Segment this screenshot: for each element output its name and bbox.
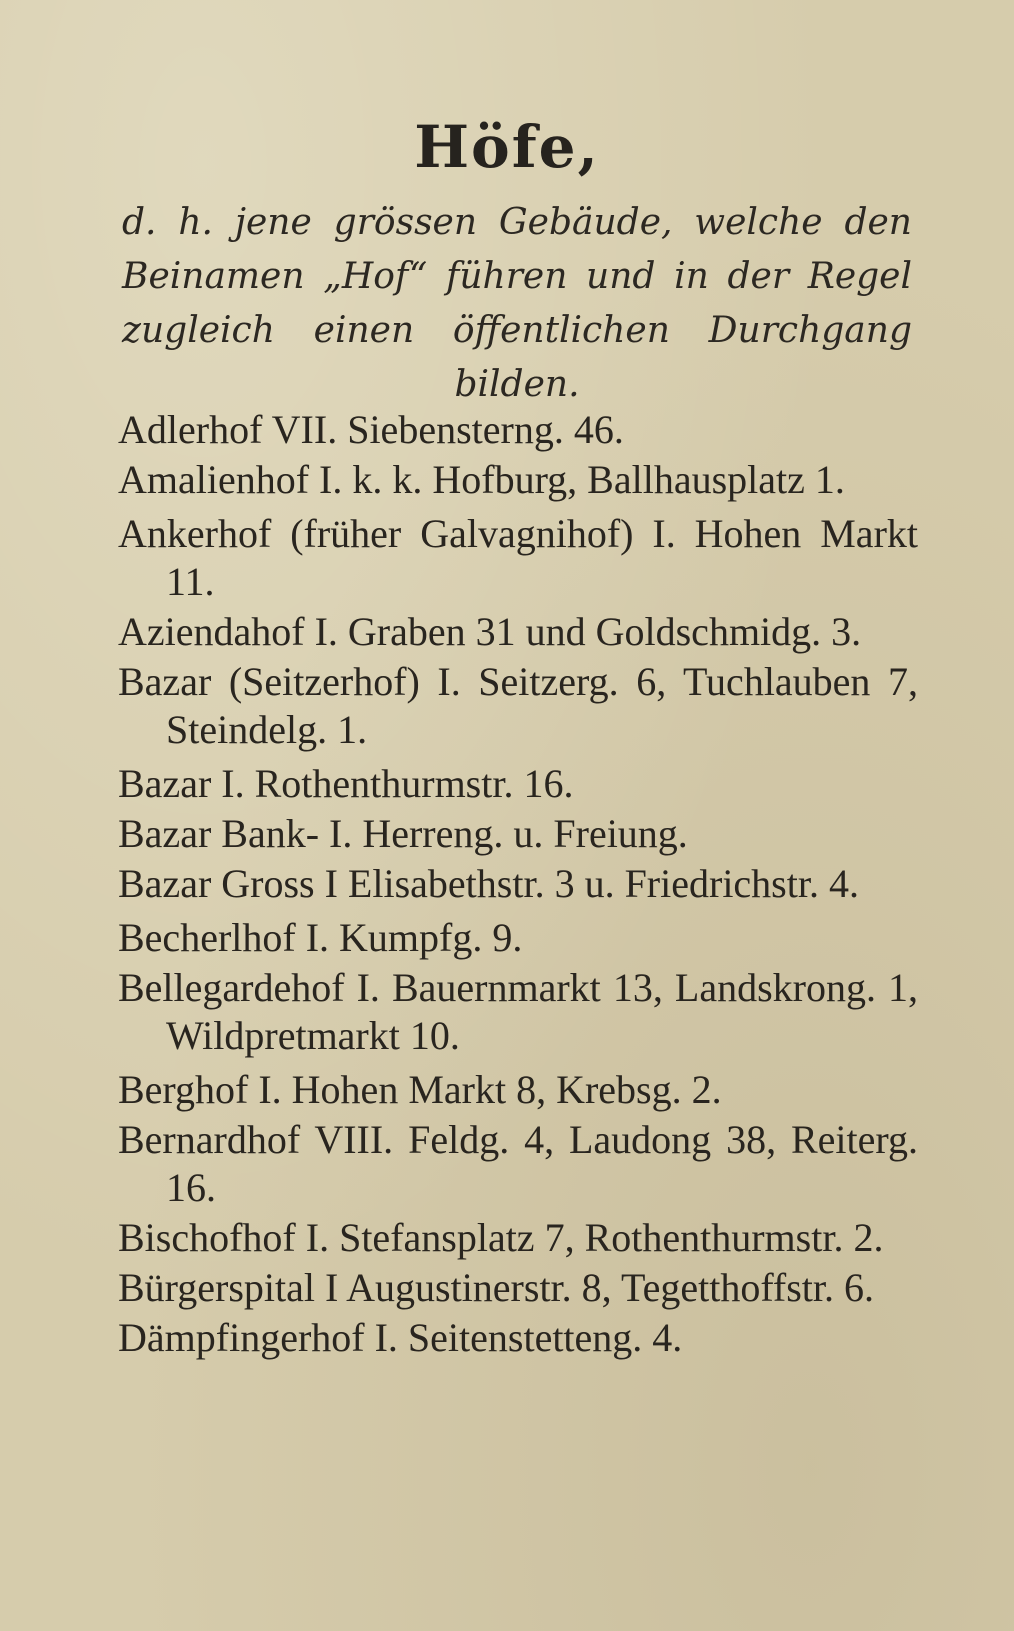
entry-bernardhof: Bernardhof VIII. Feldg. 4, Laudong 38, Reiterg. 16.	[118, 1117, 918, 1210]
entry-bazar-seitzerhof: Bazar (Seitzerhof) I. Seitzerg. 6, Tuchlauben 7, Steindelg. 1.	[118, 659, 918, 752]
entry-berghof: Berghof I. Hohen Markt 8, Krebsg. 2.	[118, 1067, 722, 1112]
section-subtitle: d. h. jene grössen Gebäude, welche den Beinamen „Hof“ führen und in der Regel zugleich einen öffentlichen Durchgang bilden.	[122, 202, 912, 405]
entry-bazar-rothenthurmstr: Bazar I. Rothenthurmstr. 16.	[118, 761, 574, 806]
section-heading: Höfe,	[414, 113, 600, 181]
entry-list	[118, 406, 918, 1364]
entry-amalienhof: Amalienhof I. k. k. Hofburg, Ballhausplatz 1.	[118, 457, 845, 502]
entry-becherlhof: Becherlhof I. Kumpfg. 9.	[118, 915, 523, 960]
entry-bischofhof: Bischofhof I. Stefansplatz 7, Rothenthurmstr. 2.	[118, 1215, 884, 1260]
entry-bazar-bank: Bazar Bank- I. Herreng. u. Freiung.	[118, 811, 688, 856]
entry-adlerhof: Adlerhof VII. Siebensterng. 46.	[118, 407, 624, 452]
entry-aziendahof: Aziendahof I. Graben 31 und Goldschmidg. 3.	[118, 609, 862, 654]
entry-bellegardehof: Bellegardehof I. Bauernmarkt 13, Landskrong. 1, Wildpretmarkt 10.	[118, 965, 918, 1058]
entry-ankerhof: Ankerhof (früher Galvagnihof) I. Hohen Markt 11.	[118, 511, 918, 604]
entry-daempfingerhof: Dämpfingerhof I. Seitenstetteng. 4.	[118, 1315, 683, 1360]
entry-buergerspital: Bürgerspital I Augustinerstr. 8, Tegetthoffstr. 6.	[118, 1265, 875, 1310]
entry-bazar-gross: Bazar Gross I Elisabethstr. 3 u. Friedrichstr. 4.	[118, 861, 859, 906]
